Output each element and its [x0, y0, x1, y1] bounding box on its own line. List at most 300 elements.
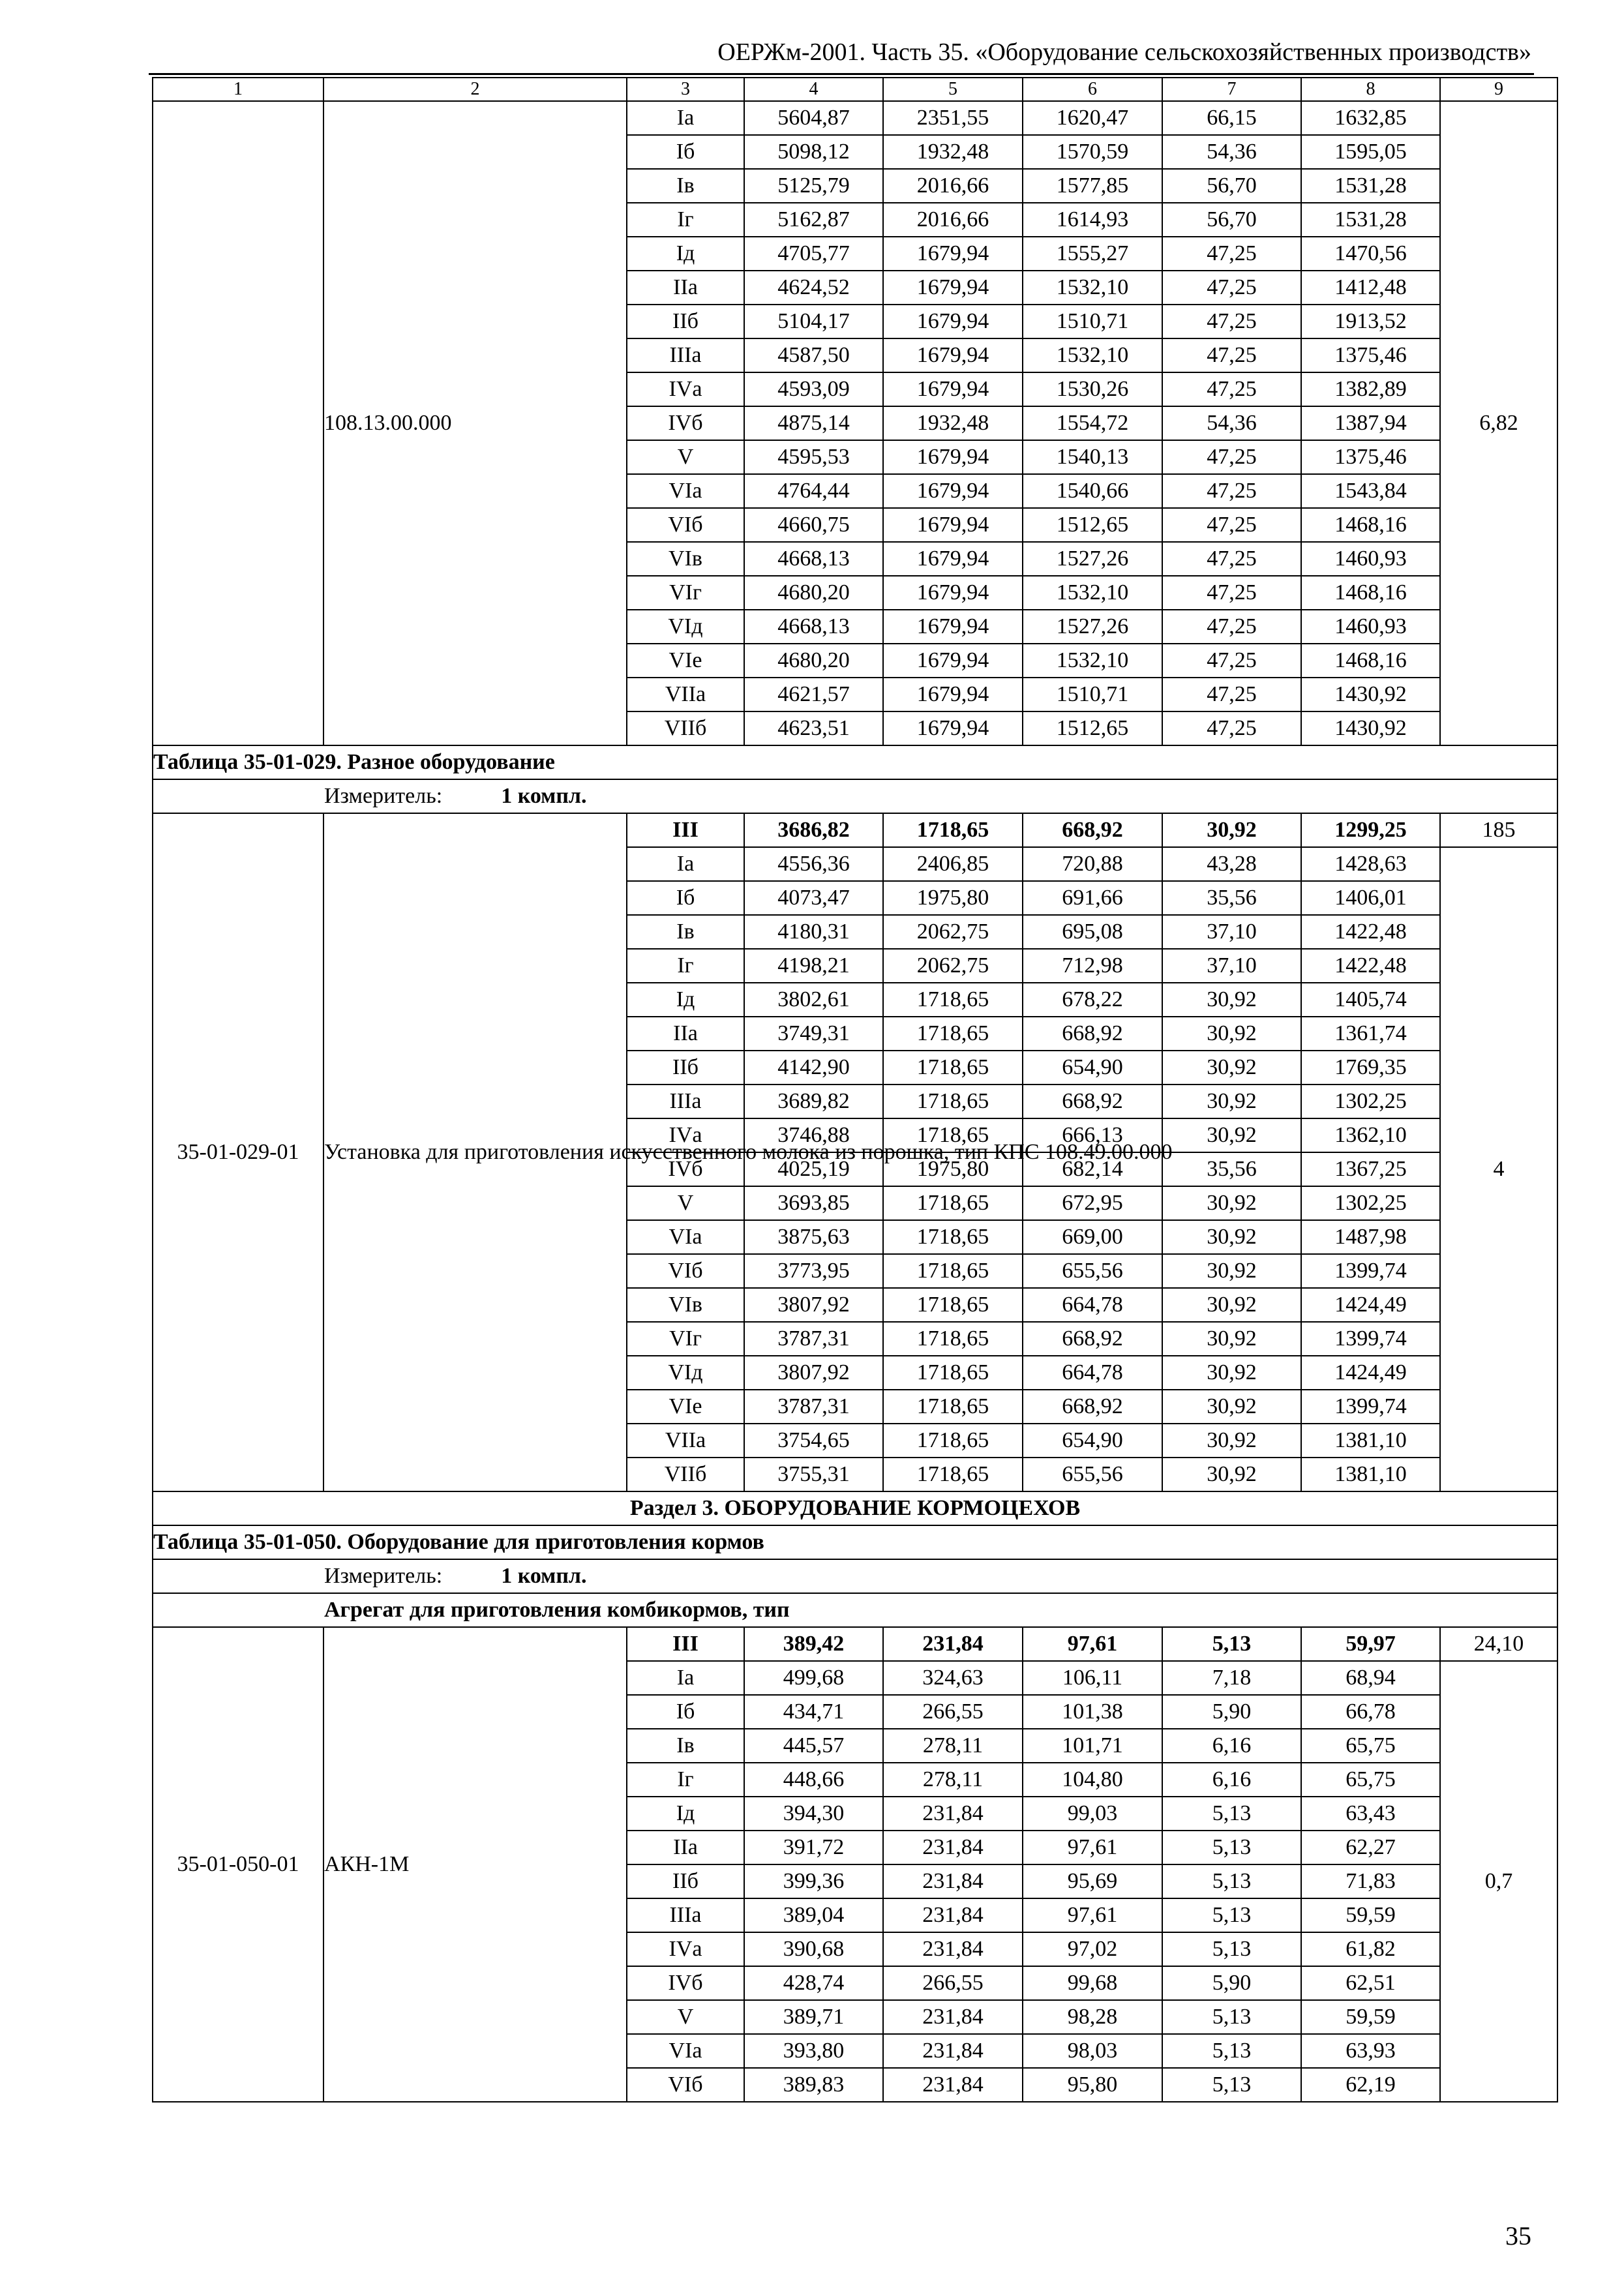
value-cell: 231,84: [883, 1627, 1023, 1661]
value-cell: 1679,94: [883, 610, 1023, 644]
value-cell: 1679,94: [883, 372, 1023, 406]
value-cell: 1570,59: [1023, 135, 1162, 169]
extra-value-cell: 185: [1440, 813, 1557, 847]
price-level-cell: IIа: [627, 1017, 744, 1051]
value-cell: 47,25: [1162, 271, 1301, 305]
col-number: 9: [1440, 78, 1557, 101]
price-level-cell: Iв: [627, 915, 744, 949]
value-cell: 1632,85: [1301, 101, 1440, 135]
value-cell: 30,92: [1162, 1118, 1301, 1152]
value-cell: 98,03: [1023, 2034, 1162, 2068]
value-cell: 106,11: [1023, 1661, 1162, 1695]
price-level-cell: IVб: [627, 406, 744, 440]
price-level-cell: IVа: [627, 372, 744, 406]
table-row: [153, 101, 1557, 135]
price-level-cell: Iг: [627, 949, 744, 983]
value-cell: 231,84: [883, 1831, 1023, 1864]
value-cell: 5098,12: [744, 135, 883, 169]
value-cell: 5,13: [1162, 1864, 1301, 1898]
col-number: 4: [744, 78, 883, 101]
value-cell: 666,13: [1023, 1118, 1162, 1152]
value-cell: 4198,21: [744, 949, 883, 983]
value-cell: 1718,65: [883, 1118, 1023, 1152]
value-cell: 1679,94: [883, 678, 1023, 711]
value-cell: 1718,65: [883, 1390, 1023, 1424]
value-cell: 5125,79: [744, 169, 883, 203]
value-cell: 445,57: [744, 1729, 883, 1763]
value-cell: 3754,65: [744, 1424, 883, 1458]
value-cell: 1302,25: [1301, 1186, 1440, 1220]
extra-value-cell: 4: [1440, 847, 1557, 1491]
value-cell: 65,75: [1301, 1763, 1440, 1797]
item-code: 35-01-029-01: [153, 813, 323, 1491]
value-cell: 1718,65: [883, 1186, 1023, 1220]
value-cell: 654,90: [1023, 1424, 1162, 1458]
price-level-cell: VIв: [627, 1288, 744, 1322]
value-cell: 104,80: [1023, 1763, 1162, 1797]
value-cell: 1577,85: [1023, 169, 1162, 203]
price-level-cell: VIд: [627, 1356, 744, 1390]
value-cell: 99,03: [1023, 1797, 1162, 1831]
value-cell: 1718,65: [883, 1322, 1023, 1356]
value-cell: 56,70: [1162, 203, 1301, 237]
value-cell: 37,10: [1162, 949, 1301, 983]
value-cell: 5,13: [1162, 1831, 1301, 1864]
value-cell: 1769,35: [1301, 1051, 1440, 1085]
section-title-row: [153, 1491, 1557, 1525]
measure-value: 1 компл.: [501, 1564, 587, 1588]
value-cell: 4180,31: [744, 915, 883, 949]
column-number-row: [153, 78, 1557, 101]
table-title-row: [153, 1525, 1557, 1559]
value-cell: 47,25: [1162, 237, 1301, 271]
value-cell: 30,92: [1162, 1051, 1301, 1085]
value-cell: 1422,48: [1301, 949, 1440, 983]
value-cell: 391,72: [744, 1831, 883, 1864]
value-cell: 1399,74: [1301, 1254, 1440, 1288]
price-level-cell: IIб: [627, 1051, 744, 1085]
price-level-cell: Iв: [627, 169, 744, 203]
header-rule: [149, 73, 1534, 75]
value-cell: 30,92: [1162, 1085, 1301, 1118]
value-cell: 1543,84: [1301, 474, 1440, 508]
value-cell: 1362,10: [1301, 1118, 1440, 1152]
value-cell: 655,56: [1023, 1254, 1162, 1288]
value-cell: 390,68: [744, 1932, 883, 1966]
price-level-cell: IVб: [627, 1966, 744, 2000]
price-level-cell: IVа: [627, 1932, 744, 1966]
value-cell: 30,92: [1162, 1424, 1301, 1458]
value-cell: 1679,94: [883, 644, 1023, 678]
value-cell: 1375,46: [1301, 440, 1440, 474]
price-level-cell: IVа: [627, 1118, 744, 1152]
value-cell: 3686,82: [744, 813, 883, 847]
value-cell: 1422,48: [1301, 915, 1440, 949]
value-cell: 1718,65: [883, 1458, 1023, 1491]
price-level-cell: Iб: [627, 1695, 744, 1729]
value-cell: 56,70: [1162, 169, 1301, 203]
value-cell: 389,71: [744, 2000, 883, 2034]
price-level-cell: VIг: [627, 1322, 744, 1356]
value-cell: 1532,10: [1023, 576, 1162, 610]
value-cell: 54,36: [1162, 406, 1301, 440]
col-number: 5: [883, 78, 1023, 101]
value-cell: 1620,47: [1023, 101, 1162, 135]
value-cell: 1381,10: [1301, 1424, 1440, 1458]
price-level-cell: VIб: [627, 508, 744, 542]
value-cell: 668,92: [1023, 1390, 1162, 1424]
value-cell: 47,25: [1162, 305, 1301, 338]
price-level-cell: VIа: [627, 474, 744, 508]
value-cell: 231,84: [883, 2034, 1023, 2068]
value-cell: 3689,82: [744, 1085, 883, 1118]
value-cell: 1527,26: [1023, 542, 1162, 576]
value-cell: 1679,94: [883, 237, 1023, 271]
value-cell: 664,78: [1023, 1356, 1162, 1390]
value-cell: 47,25: [1162, 678, 1301, 711]
value-cell: 668,92: [1023, 1017, 1162, 1051]
price-level-cell: III: [627, 813, 744, 847]
price-level-cell: IIIа: [627, 1085, 744, 1118]
value-cell: 61,82: [1301, 1932, 1440, 1966]
value-cell: 47,25: [1162, 372, 1301, 406]
value-cell: 1975,80: [883, 1152, 1023, 1186]
price-level-cell: IVб: [627, 1152, 744, 1186]
value-cell: 1430,92: [1301, 678, 1440, 711]
value-cell: 3807,92: [744, 1288, 883, 1322]
value-cell: 7,18: [1162, 1661, 1301, 1695]
value-cell: 1718,65: [883, 1051, 1023, 1085]
value-cell: 30,92: [1162, 983, 1301, 1017]
value-cell: 678,22: [1023, 983, 1162, 1017]
price-level-cell: VIб: [627, 2068, 744, 2102]
price-level-cell: IIIа: [627, 1898, 744, 1932]
price-level-cell: VIIа: [627, 1424, 744, 1458]
measure-cell: [153, 779, 1557, 813]
value-cell: 1718,65: [883, 1424, 1023, 1458]
price-level-cell: Iг: [627, 203, 744, 237]
value-cell: 5162,87: [744, 203, 883, 237]
value-cell: 2351,55: [883, 101, 1023, 135]
value-cell: 1540,13: [1023, 440, 1162, 474]
value-cell: 389,83: [744, 2068, 883, 2102]
value-cell: 1679,94: [883, 305, 1023, 338]
value-cell: 266,55: [883, 1966, 1023, 2000]
value-cell: 1718,65: [883, 1085, 1023, 1118]
value-cell: 231,84: [883, 1932, 1023, 1966]
value-cell: 1460,93: [1301, 610, 1440, 644]
measure-label: Измеритель:: [324, 784, 443, 808]
measure-label: Измеритель:: [324, 1564, 443, 1588]
col-number: 8: [1301, 78, 1440, 101]
value-cell: 1531,28: [1301, 203, 1440, 237]
value-cell: 672,95: [1023, 1186, 1162, 1220]
value-cell: 4705,77: [744, 237, 883, 271]
price-level-cell: V: [627, 440, 744, 474]
value-cell: 1375,46: [1301, 338, 1440, 372]
value-cell: 1679,94: [883, 508, 1023, 542]
value-cell: 393,80: [744, 2034, 883, 2068]
value-cell: 3787,31: [744, 1322, 883, 1356]
value-cell: 1679,94: [883, 576, 1023, 610]
value-cell: 4660,75: [744, 508, 883, 542]
value-cell: 1487,98: [1301, 1220, 1440, 1254]
value-cell: 1361,74: [1301, 1017, 1440, 1051]
value-cell: 1512,65: [1023, 508, 1162, 542]
price-level-cell: Iд: [627, 237, 744, 271]
page-number: 35: [1505, 2221, 1531, 2251]
value-cell: 1460,93: [1301, 542, 1440, 576]
price-level-cell: Iб: [627, 135, 744, 169]
value-cell: 30,92: [1162, 1458, 1301, 1491]
value-cell: 30,92: [1162, 1356, 1301, 1390]
value-cell: 47,25: [1162, 440, 1301, 474]
price-level-cell: VIа: [627, 2034, 744, 2068]
extra-value-cell: 6,82: [1440, 101, 1557, 745]
value-cell: 30,92: [1162, 1322, 1301, 1356]
value-cell: 1399,74: [1301, 1390, 1440, 1424]
price-level-cell: VIIа: [627, 678, 744, 711]
value-cell: 43,28: [1162, 847, 1301, 881]
value-cell: 1932,48: [883, 135, 1023, 169]
value-cell: 37,10: [1162, 915, 1301, 949]
value-cell: 4623,51: [744, 711, 883, 745]
value-cell: 47,25: [1162, 576, 1301, 610]
value-cell: 47,25: [1162, 711, 1301, 745]
col-number: 6: [1023, 78, 1162, 101]
value-cell: 1975,80: [883, 881, 1023, 915]
col-number: 2: [323, 78, 627, 101]
value-cell: 71,83: [1301, 1864, 1440, 1898]
page-header: ОЕРЖм-2001. Часть 35. «Оборудование сельскохозяйственных производств»: [717, 38, 1531, 66]
price-level-cell: Iд: [627, 983, 744, 1017]
value-cell: 3693,85: [744, 1186, 883, 1220]
value-cell: 231,84: [883, 1898, 1023, 1932]
value-cell: 266,55: [883, 1695, 1023, 1729]
value-cell: 1531,28: [1301, 169, 1440, 203]
value-cell: 1679,94: [883, 542, 1023, 576]
price-level-cell: VIв: [627, 542, 744, 576]
price-level-cell: VIIб: [627, 1458, 744, 1491]
value-cell: 1510,71: [1023, 678, 1162, 711]
value-cell: 4680,20: [744, 644, 883, 678]
value-cell: 278,11: [883, 1729, 1023, 1763]
value-cell: 1430,92: [1301, 711, 1440, 745]
measure-value: 1 компл.: [501, 784, 587, 808]
price-level-cell: IIа: [627, 1831, 744, 1864]
value-cell: 30,92: [1162, 813, 1301, 847]
price-level-cell: VIг: [627, 576, 744, 610]
value-cell: 1718,65: [883, 1356, 1023, 1390]
measure-row: [153, 1559, 1557, 1593]
value-cell: 5104,17: [744, 305, 883, 338]
value-cell: 1406,01: [1301, 881, 1440, 915]
value-cell: 65,75: [1301, 1729, 1440, 1763]
value-cell: 4680,20: [744, 576, 883, 610]
value-cell: 324,63: [883, 1661, 1023, 1695]
value-cell: 59,97: [1301, 1627, 1440, 1661]
value-cell: 6,16: [1162, 1729, 1301, 1763]
value-cell: 35,56: [1162, 881, 1301, 915]
value-cell: 231,84: [883, 1864, 1023, 1898]
value-cell: 1679,94: [883, 271, 1023, 305]
value-cell: 47,25: [1162, 610, 1301, 644]
value-cell: 4668,13: [744, 610, 883, 644]
value-cell: 5,13: [1162, 1627, 1301, 1661]
value-cell: 1532,10: [1023, 271, 1162, 305]
value-cell: 101,71: [1023, 1729, 1162, 1763]
value-cell: 231,84: [883, 2000, 1023, 2034]
price-level-cell: V: [627, 1186, 744, 1220]
value-cell: 59,59: [1301, 1898, 1440, 1932]
value-cell: 3787,31: [744, 1390, 883, 1424]
value-cell: 30,92: [1162, 1254, 1301, 1288]
value-cell: 62,27: [1301, 1831, 1440, 1864]
value-cell: 4593,09: [744, 372, 883, 406]
item-code: [153, 101, 323, 745]
value-cell: 654,90: [1023, 1051, 1162, 1085]
value-cell: 691,66: [1023, 881, 1162, 915]
value-cell: 63,43: [1301, 1797, 1440, 1831]
price-level-cell: Iд: [627, 1797, 744, 1831]
value-cell: 47,25: [1162, 644, 1301, 678]
value-cell: 278,11: [883, 1763, 1023, 1797]
table-row: [153, 813, 1557, 847]
price-level-cell: V: [627, 2000, 744, 2034]
value-cell: 1718,65: [883, 1288, 1023, 1322]
group-cell: [153, 1593, 1557, 1627]
value-cell: 97,61: [1023, 1627, 1162, 1661]
value-cell: 3773,95: [744, 1254, 883, 1288]
value-cell: 4624,52: [744, 271, 883, 305]
value-cell: 47,25: [1162, 474, 1301, 508]
value-cell: 99,68: [1023, 1966, 1162, 2000]
measure-row: [153, 779, 1557, 813]
value-cell: 66,15: [1162, 101, 1301, 135]
value-cell: 98,28: [1023, 2000, 1162, 2034]
value-cell: 1532,10: [1023, 644, 1162, 678]
value-cell: 4875,14: [744, 406, 883, 440]
value-cell: 4556,36: [744, 847, 883, 881]
value-cell: 5,13: [1162, 1932, 1301, 1966]
price-level-cell: Iа: [627, 101, 744, 135]
value-cell: 1382,89: [1301, 372, 1440, 406]
value-cell: 3802,61: [744, 983, 883, 1017]
table-title: Таблица 35-01-029. Разное оборудование: [153, 745, 1557, 779]
value-cell: 1470,56: [1301, 237, 1440, 271]
value-cell: 47,25: [1162, 338, 1301, 372]
price-level-cell: VIа: [627, 1220, 744, 1254]
value-cell: 3746,88: [744, 1118, 883, 1152]
value-cell: 5,13: [1162, 2000, 1301, 2034]
col-number: 7: [1162, 78, 1301, 101]
value-cell: 30,92: [1162, 1186, 1301, 1220]
value-cell: 1614,93: [1023, 203, 1162, 237]
price-level-cell: Iг: [627, 1763, 744, 1797]
value-cell: 30,92: [1162, 1220, 1301, 1254]
price-level-cell: Iб: [627, 881, 744, 915]
price-level-cell: Iв: [627, 1729, 744, 1763]
table-title-row: [153, 745, 1557, 779]
value-cell: 1679,94: [883, 440, 1023, 474]
value-cell: 4595,53: [744, 440, 883, 474]
price-level-cell: Iа: [627, 847, 744, 881]
value-cell: 95,80: [1023, 2068, 1162, 2102]
value-cell: 2406,85: [883, 847, 1023, 881]
value-cell: 62,19: [1301, 2068, 1440, 2102]
value-cell: 1512,65: [1023, 711, 1162, 745]
measure-cell: [153, 1559, 1557, 1593]
value-cell: 428,74: [744, 1966, 883, 2000]
value-cell: 4142,90: [744, 1051, 883, 1085]
value-cell: 1381,10: [1301, 1458, 1440, 1491]
value-cell: 3875,63: [744, 1220, 883, 1254]
value-cell: 1428,63: [1301, 847, 1440, 881]
value-cell: 6,16: [1162, 1763, 1301, 1797]
value-cell: 231,84: [883, 1797, 1023, 1831]
group-row: [153, 1593, 1557, 1627]
value-cell: 720,88: [1023, 847, 1162, 881]
value-cell: 668,92: [1023, 1085, 1162, 1118]
value-cell: 101,38: [1023, 1695, 1162, 1729]
value-cell: 3807,92: [744, 1356, 883, 1390]
item-name: Установка для приготовления искусственного молока из порошка, тип КПС 108.49.00.000: [323, 813, 627, 1491]
col-number: 1: [153, 78, 323, 101]
value-cell: 4764,44: [744, 474, 883, 508]
value-cell: 1679,94: [883, 474, 1023, 508]
col-number: 3: [627, 78, 744, 101]
value-cell: 682,14: [1023, 1152, 1162, 1186]
value-cell: 35,56: [1162, 1152, 1301, 1186]
value-cell: 1718,65: [883, 1254, 1023, 1288]
value-cell: 1424,49: [1301, 1288, 1440, 1322]
value-cell: 30,92: [1162, 1390, 1301, 1424]
price-level-cell: VIе: [627, 1390, 744, 1424]
value-cell: 1718,65: [883, 1017, 1023, 1051]
value-cell: 97,02: [1023, 1932, 1162, 1966]
value-cell: 4621,57: [744, 678, 883, 711]
price-level-cell: IIIа: [627, 338, 744, 372]
value-cell: 1424,49: [1301, 1356, 1440, 1390]
value-cell: 5604,87: [744, 101, 883, 135]
value-cell: 4073,47: [744, 881, 883, 915]
value-cell: 95,69: [1023, 1864, 1162, 1898]
extra-value-cell: 0,7: [1440, 1661, 1557, 2102]
value-cell: 59,59: [1301, 2000, 1440, 2034]
value-cell: 668,92: [1023, 1322, 1162, 1356]
value-cell: 1302,25: [1301, 1085, 1440, 1118]
value-cell: 2062,75: [883, 915, 1023, 949]
price-level-cell: VIб: [627, 1254, 744, 1288]
value-cell: 54,36: [1162, 135, 1301, 169]
value-cell: 97,61: [1023, 1831, 1162, 1864]
value-cell: 47,25: [1162, 542, 1301, 576]
value-cell: 5,13: [1162, 2034, 1301, 2068]
price-level-cell: III: [627, 1627, 744, 1661]
value-cell: 2062,75: [883, 949, 1023, 983]
value-cell: 4587,50: [744, 338, 883, 372]
value-cell: 4025,19: [744, 1152, 883, 1186]
value-cell: 1595,05: [1301, 135, 1440, 169]
value-cell: 389,04: [744, 1898, 883, 1932]
value-cell: 434,71: [744, 1695, 883, 1729]
value-cell: 499,68: [744, 1661, 883, 1695]
value-cell: 5,90: [1162, 1695, 1301, 1729]
value-cell: 668,92: [1023, 813, 1162, 847]
value-cell: 30,92: [1162, 1288, 1301, 1322]
value-cell: 1679,94: [883, 711, 1023, 745]
value-cell: 1527,26: [1023, 610, 1162, 644]
